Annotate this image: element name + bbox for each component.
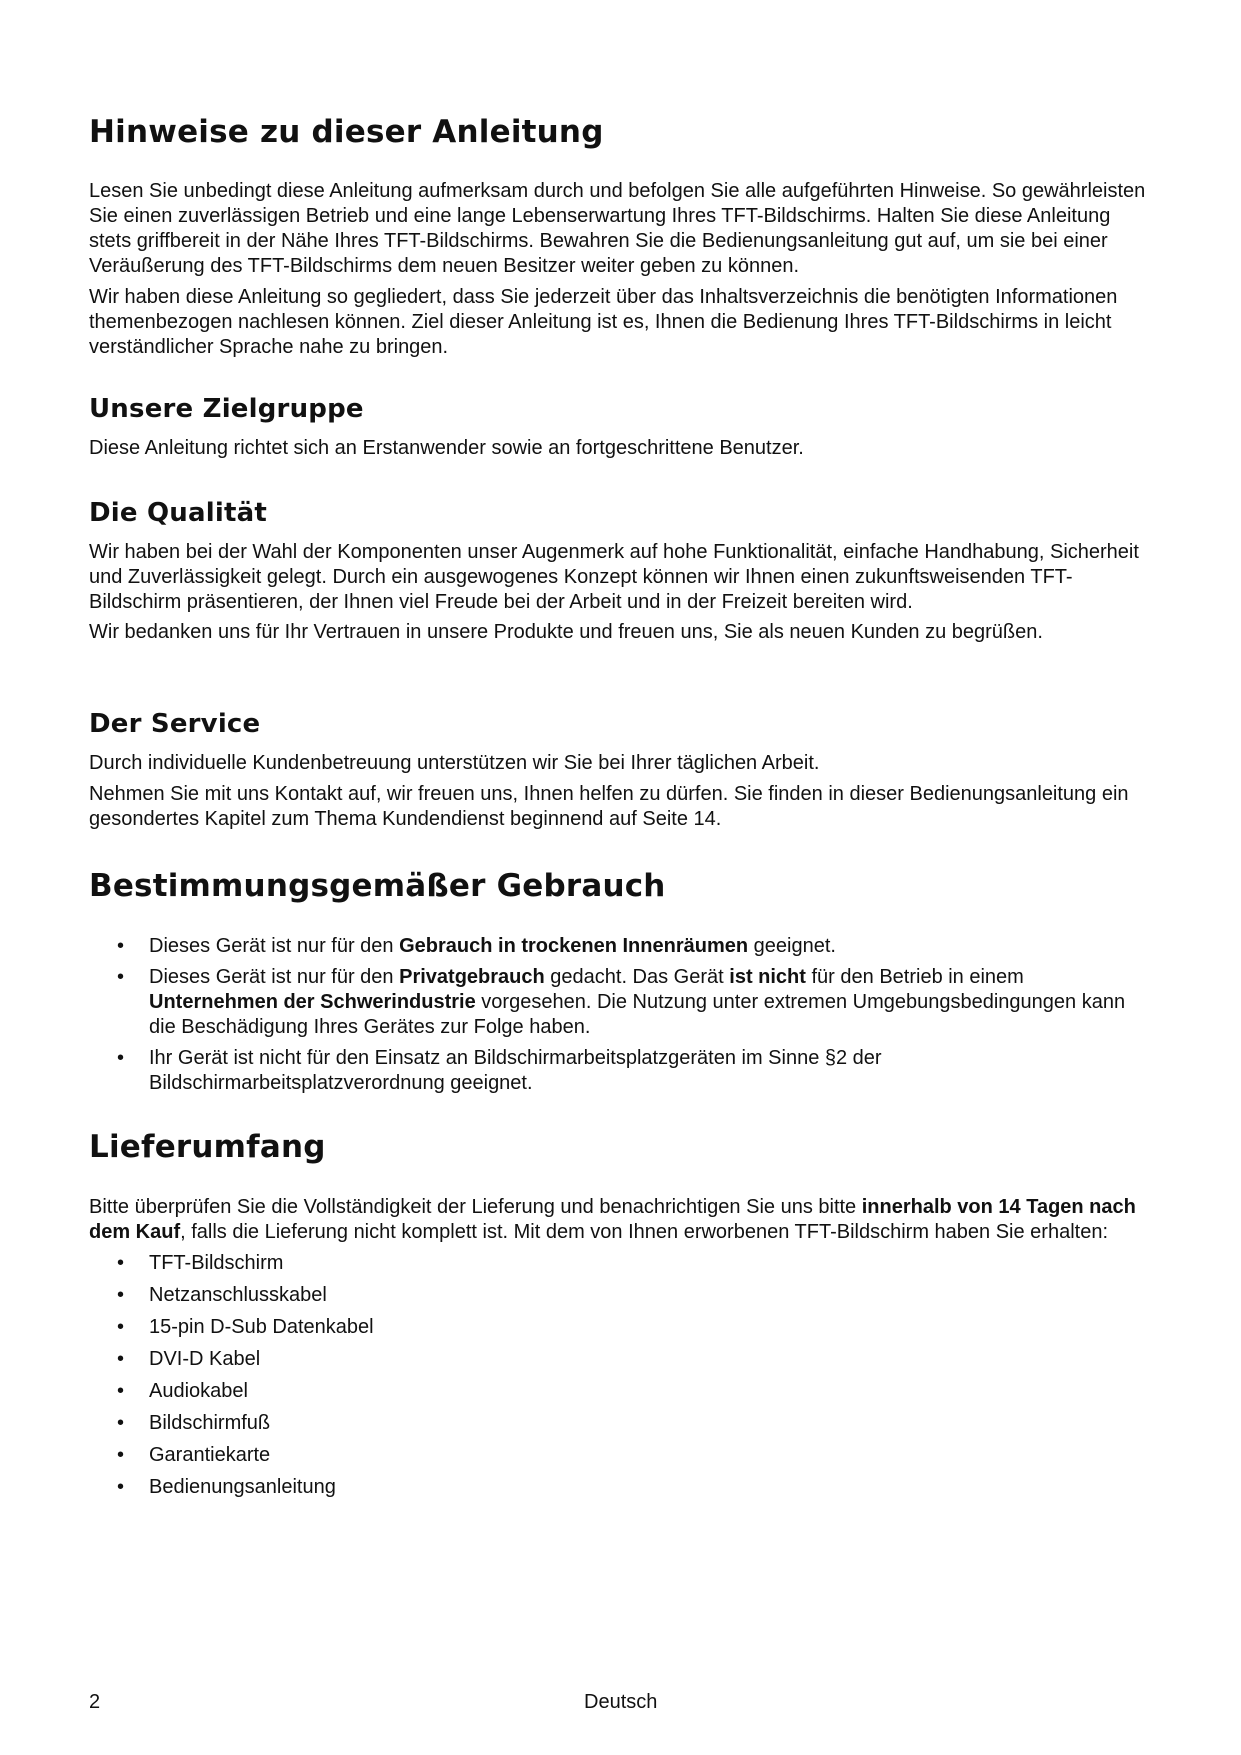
item-text: Garantiekarte	[149, 1444, 271, 1466]
list-item	[89, 965, 1151, 1040]
bold-text: Unternehmen der Schwerindustrie	[149, 991, 476, 1013]
list-item	[89, 1251, 1151, 1276]
section-anleitung-body	[89, 179, 1151, 360]
bullet-icon: •	[117, 1380, 125, 1402]
list-item	[89, 1411, 1151, 1436]
item-text: Netzanschlusskabel	[149, 1284, 327, 1306]
bullet-icon: •	[117, 1412, 125, 1434]
paragraph	[89, 1195, 1151, 1245]
lieferumfang-list	[89, 1251, 1151, 1500]
bullet-icon: •	[117, 1316, 125, 1338]
heading-gebrauch: Bestimmungsgemäßer Gebrauch	[89, 868, 666, 904]
text-run: vorgesehen. Die Nutzung unter extremen Umgebungsbedingungen kann die Beschädigung Ihres Gerätes zur Folge haben.	[149, 991, 1126, 1038]
heading-qualitaet: Die Qualität	[89, 498, 267, 528]
text-run: Dieses Gerät ist nur für den	[149, 935, 400, 957]
page-number: 2	[89, 1691, 101, 1713]
bold-text: Gebrauch in trockenen Innenräumen	[399, 935, 749, 957]
bullet-icon: •	[117, 1284, 125, 1306]
section-qualitaet	[89, 498, 1151, 645]
text-run: , falls die Lieferung nicht komplett ist. Mit dem von Ihnen erworbenen TFT-Bildschirm haben Sie erhalten:	[180, 1221, 1108, 1243]
bullet-icon: •	[117, 1444, 125, 1466]
section-lieferumfang	[89, 1129, 1151, 1165]
item-text: Bedienungsanleitung	[149, 1476, 336, 1498]
bullet-icon: •	[117, 1348, 125, 1370]
bullet-icon: •	[117, 1476, 125, 1498]
section-gebrauch	[89, 868, 1151, 904]
section-gebrauch-list	[89, 934, 1151, 1096]
bullet-icon: •	[117, 1252, 125, 1274]
paragraph: Wir bedanken uns für Ihr Vertrauen in unsere Produkte und freuen uns, Sie als neuen Kunden zu begrüßen.	[89, 621, 1043, 643]
list-item	[89, 1443, 1151, 1468]
text-run: Bitte überprüfen Sie die Vollständigkeit der Lieferung und benachrichtigen Sie uns bitte	[89, 1196, 862, 1218]
bold-text: Privatgebrauch	[399, 966, 545, 988]
heading-lieferumfang: Lieferumfang	[89, 1129, 326, 1165]
item-text: Audiokabel	[149, 1380, 248, 1402]
item-text: DVI-D Kabel	[149, 1348, 261, 1370]
heading-service: Der Service	[89, 709, 261, 739]
list-item	[89, 1283, 1151, 1308]
text-run: gedacht. Das Gerät	[544, 966, 730, 988]
list-item	[89, 934, 1151, 959]
text-run: Ihr Gerät ist nicht für den Einsatz an Bildschirmarbeitsplatzgeräten im Sinne §2 der Bildschirmarbeitsplatzverordnung geeignet.	[149, 1047, 882, 1094]
text-run: geeignet.	[748, 935, 836, 957]
list-item	[89, 1475, 1151, 1500]
text-run: für den Betrieb in einem	[805, 966, 1024, 988]
gebrauch-list	[89, 934, 1151, 1096]
paragraph: Nehmen Sie mit uns Kontakt auf, wir freuen uns, Ihnen helfen zu dürfen. Sie finden in dieser Bedienungsanleitung ein gesondertes Kapitel zum Thema Kundendienst beginnend auf Seite 14.	[89, 783, 1129, 830]
heading-hinweise: Hinweise zu dieser Anleitung	[89, 114, 604, 150]
item-text: TFT-Bildschirm	[149, 1252, 284, 1274]
list-item	[89, 1315, 1151, 1340]
paragraph: Wir haben diese Anleitung so gegliedert, dass Sie jederzeit über das Inhaltsverzeichnis die benötigten Informationen themenbezogen nachlesen können. Ziel dieser Anleitung ist es, Ihnen die Bedienung Ihres TFT-Bildschirms in leicht verständlicher Sprache nahe zu bringen.	[89, 286, 1118, 358]
paragraph: Lesen Sie unbedingt diese Anleitung aufmerksam durch und befolgen Sie alle aufgeführten Hinweise. So gewährleisten Sie einen zuverlässigen Betrieb und eine lange Lebenserwartung Ihres TFT-Bildschirms. Halten Sie diese Anleitung stets griffbereit in der Nähe Ihres TFT-Bildschirms. Bewahren Sie die Bedienungsanleitung gut auf, um sie bei einer Veräußerung des TFT-Bildschirms dem neuen Besitzer weiter geben zu können.	[89, 180, 1146, 277]
section-service	[89, 709, 1151, 832]
item-text: 15-pin D-Sub Datenkabel	[149, 1316, 374, 1338]
bold-text: innerhalb von 14 Tagen nach dem Kauf	[89, 1196, 1136, 1243]
list-item	[89, 1046, 1151, 1096]
bullet-icon: •	[117, 935, 125, 957]
text-run: Dieses Gerät ist nur für den	[149, 966, 400, 988]
paragraph: Diese Anleitung richtet sich an Erstanwender sowie an fortgeschrittene Benutzer.	[89, 437, 804, 459]
section-lieferumfang-body	[89, 1195, 1151, 1507]
section-zielgruppe	[89, 394, 1151, 461]
list-item	[89, 1347, 1151, 1372]
heading-zielgruppe: Unsere Zielgruppe	[89, 394, 364, 424]
item-text: Bildschirmfuß	[149, 1412, 271, 1434]
bullet-icon: •	[117, 966, 125, 988]
paragraph: Durch individuelle Kundenbetreuung unterstützen wir Sie bei Ihrer täglichen Arbeit.	[89, 752, 820, 774]
bullet-icon: •	[117, 1047, 125, 1069]
bold-text: ist nicht	[729, 966, 806, 988]
footer-language: Deutsch	[584, 1691, 658, 1713]
paragraph: Wir haben bei der Wahl der Komponenten unser Augenmerk auf hohe Funktionalität, einfache Handhabung, Sicherheit und Zuverlässigkeit gelegt. Durch ein ausgewogenes Konzept können wir Ihnen einen zukunftsweisenden TFT-Bildschirm präsentieren, der Ihnen viel Freude bei der Arbeit und in der Freizeit bereiten wird.	[89, 541, 1139, 613]
list-item	[89, 1379, 1151, 1404]
section-anleitung	[89, 114, 1151, 150]
